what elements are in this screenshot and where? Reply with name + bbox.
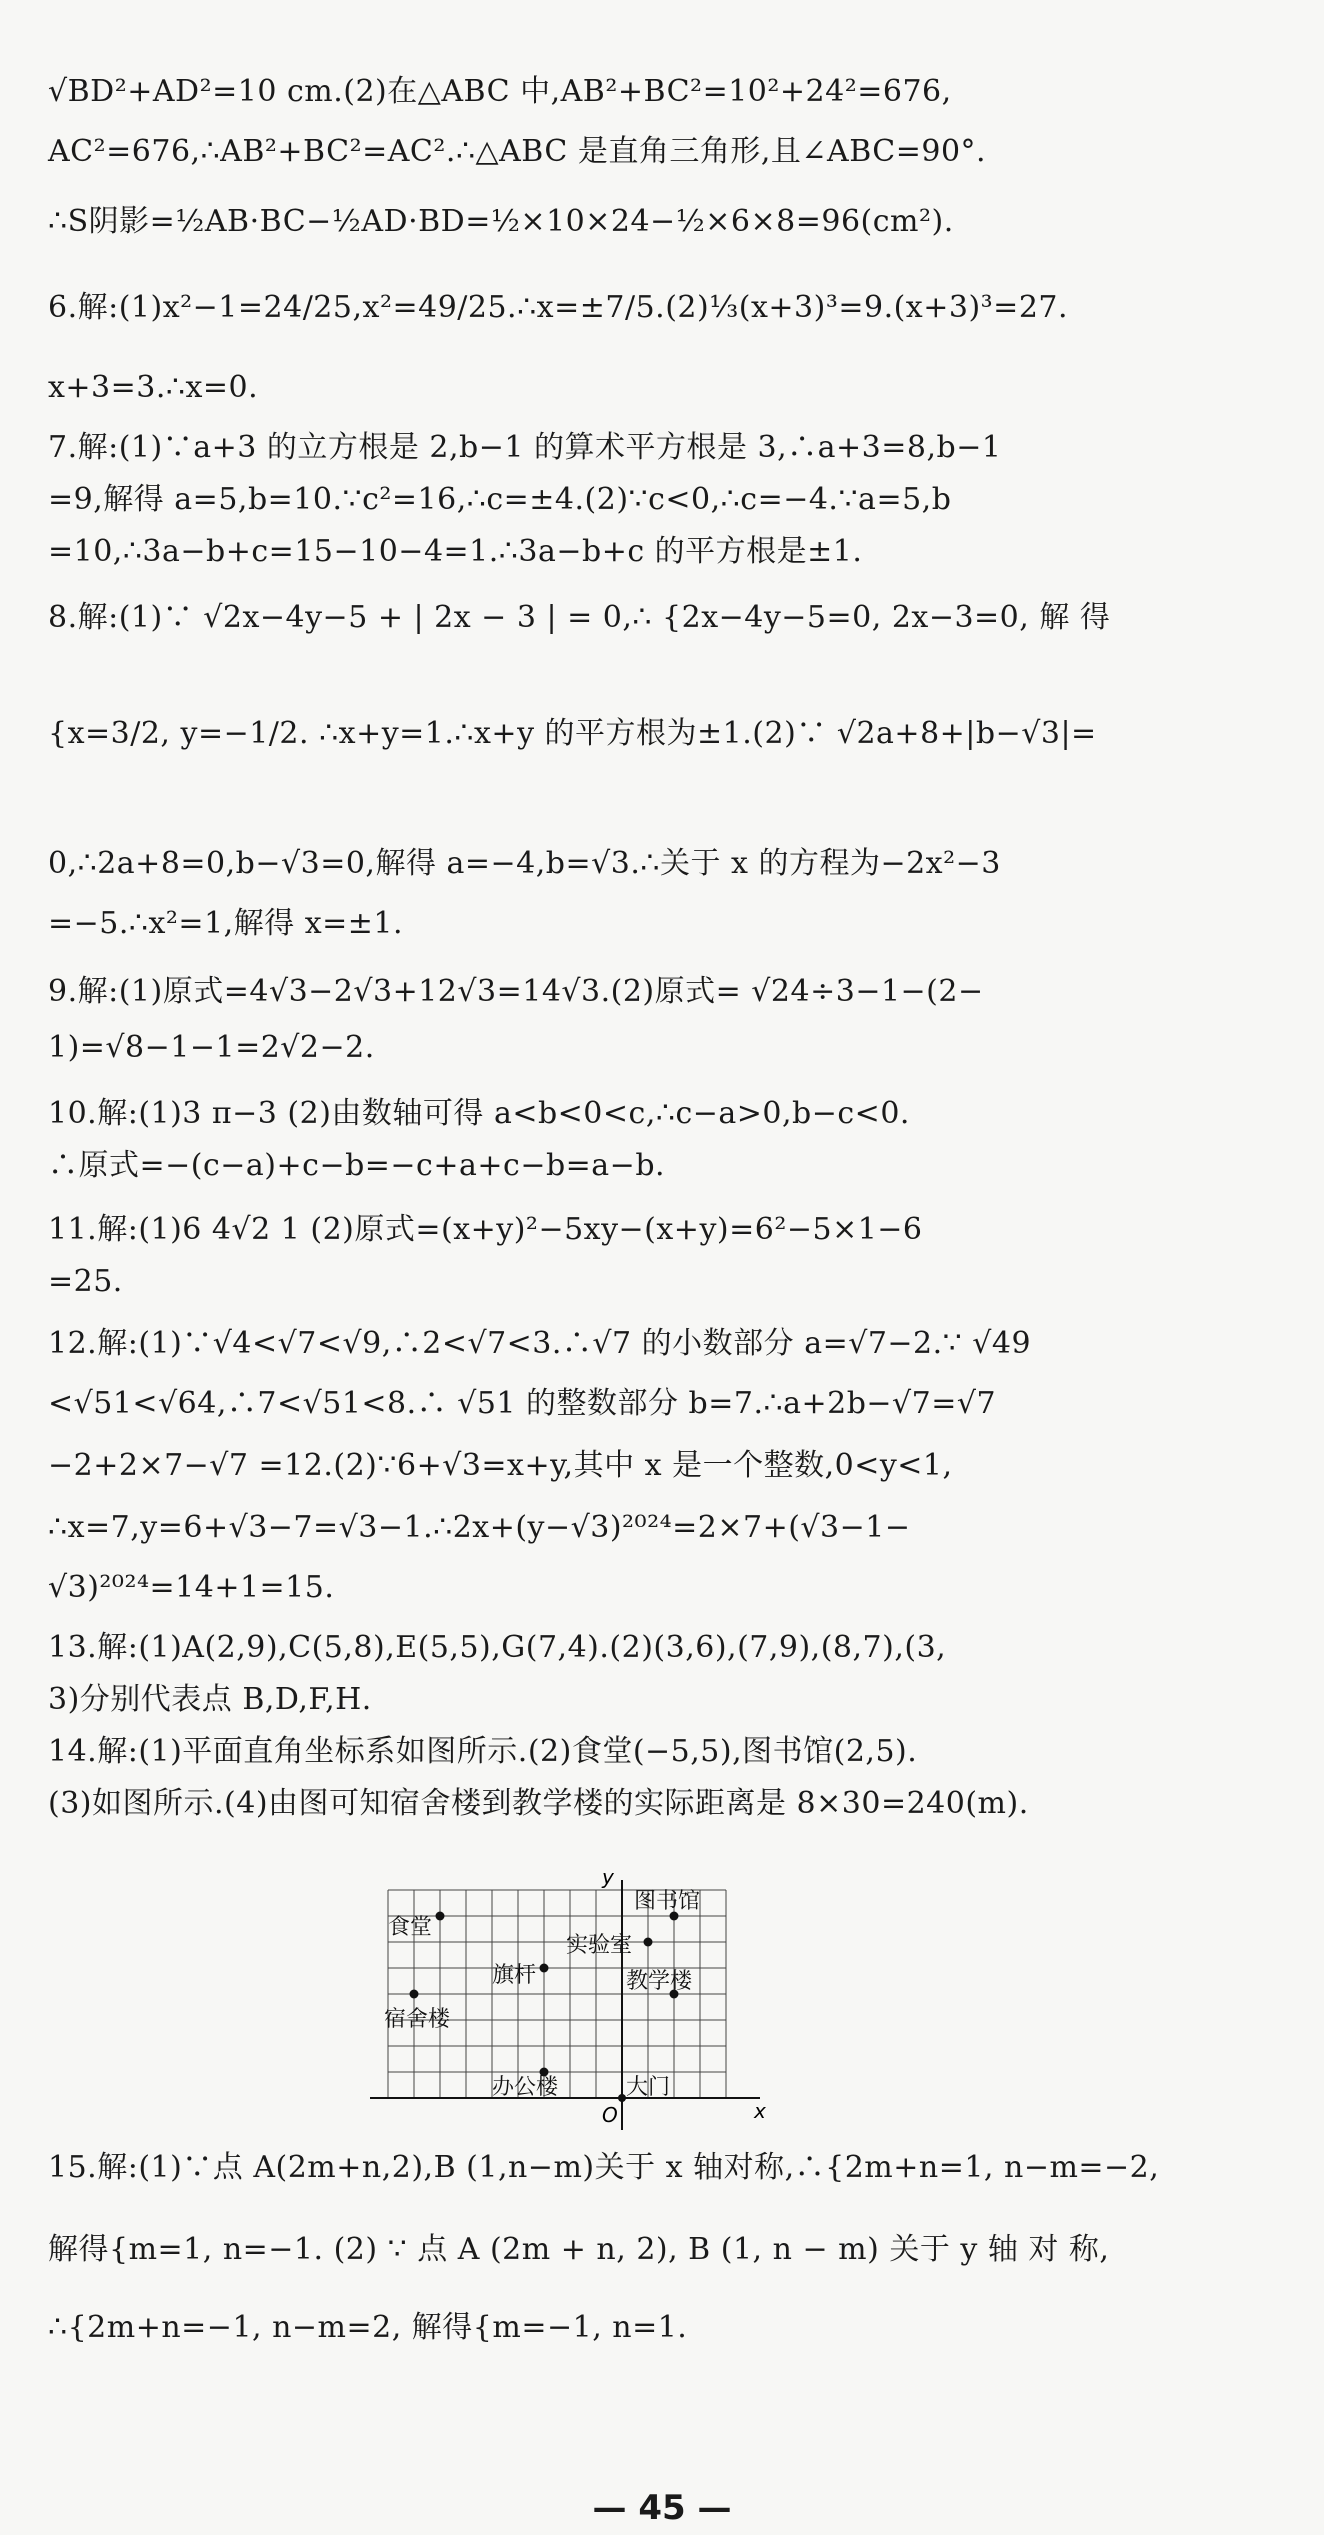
y-axis-label: y — [602, 1870, 614, 1889]
text-line: √3)²⁰²⁴=14+1=15. — [48, 1570, 335, 1605]
origin-label: O — [602, 2103, 618, 2127]
label-gate: 大门 — [626, 2075, 671, 2100]
origin-point — [618, 2094, 626, 2102]
text-line: 14.解:(1)平面直角坐标系如图所示.(2)食堂(−5,5),图书馆(2,5). — [48, 1734, 918, 1769]
text-line: ∴原式=−(c−a)+c−b=−c+a+c−b=a−b. — [48, 1148, 666, 1183]
text-line: =9,解得 a=5,b=10.∵c²=16,∴c=±4.(2)∵c<0,∴c=−4.∵a=5,b — [48, 482, 952, 517]
text-line: 11.解:(1)6 4√2 1 (2)原式=(x+y)²−5xy−(x+y)=6²−5×1−6 — [48, 1212, 923, 1247]
text-line: 8.解:(1)∵ √2x−4y−5 + | 2x − 3 | = 0,∴ {2x−4y−5=0, 2x−3=0, 解 得 — [48, 600, 1111, 635]
text-line: ∴{2m+n=−1, n−m=2, 解得{m=−1, n=1. — [48, 2310, 688, 2345]
label-flagpole: 旗杆 — [492, 1963, 537, 1988]
label-lab: 实验室 — [566, 1933, 633, 1958]
point-lab — [644, 1938, 653, 1947]
label-dorm: 宿舍楼 — [384, 2007, 451, 2032]
text-line: 6.解:(1)x²−1=24/25,x²=49/25.∴x=±7/5.(2)⅓(x+3)³=9.(x+3)³=27. — [48, 290, 1069, 325]
text-line: ∴S阴影=½AB·BC−½AD·BD=½×10×24−½×6×8=96(cm²). — [48, 204, 954, 239]
text-line: 15.解:(1)∵点 A(2m+n,2),B (1,n−m)关于 x 轴对称,∴{2m+n=1, n−m=−2, — [48, 2150, 1160, 2185]
text-line: =−5.∴x²=1,解得 x=±1. — [48, 906, 404, 941]
text-line: 1)=√8−1−1=2√2−2. — [48, 1030, 375, 1065]
text-line: ∴x=7,y=6+√3−7=√3−1.∴2x+(y−√3)²⁰²⁴=2×7+(√3−1− — [48, 1510, 911, 1545]
text-line: 10.解:(1)3 π−3 (2)由数轴可得 a<b<0<c,∴c−a>0,b−c<0. — [48, 1096, 910, 1131]
text-line: x+3=3.∴x=0. — [48, 370, 259, 405]
label-library: 图书馆 — [634, 1889, 701, 1914]
text-line: <√51<√64,∴7<√51<8.∴ √51 的整数部分 b=7.∴a+2b−√7=√7 — [48, 1386, 997, 1421]
text-line: (3)如图所示.(4)由图可知宿舍楼到教学楼的实际距离是 8×30=240(m). — [48, 1786, 1029, 1821]
label-teaching: 教学楼 — [626, 1969, 693, 1994]
text-line: 9.解:(1)原式=4√3−2√3+12√3=14√3.(2)原式= √24÷3−1−(2− — [48, 974, 984, 1009]
label-office: 办公楼 — [492, 2075, 559, 2100]
point-canteen — [436, 1912, 445, 1921]
text-line: −2+2×7−√7 =12.(2)∵6+√3=x+y,其中 x 是一个整数,0<y<1, — [48, 1448, 953, 1483]
text-line: AC²=676,∴AB²+BC²=AC².∴△ABC 是直角三角形,且∠ABC=90°. — [48, 134, 987, 169]
text-line: 3)分别代表点 B,D,F,H. — [48, 1682, 372, 1717]
point-flagpole — [540, 1964, 549, 1973]
text-line: =25. — [48, 1264, 123, 1299]
x-axis-label: x — [754, 2099, 766, 2123]
text-line: 解得{m=1, n=−1. (2) ∵ 点 A (2m + n, 2), B (1, n − m) 关于 y 轴 对 称, — [48, 2232, 1110, 2267]
text-line: 0,∴2a+8=0,b−√3=0,解得 a=−4,b=√3.∴关于 x 的方程为−2x²−3 — [48, 846, 1001, 881]
text-line: {x=3/2, y=−1/2. ∴x+y=1.∴x+y 的平方根为±1.(2)∵ √2a+8+|b−√3|= — [48, 716, 1097, 751]
text-line: 12.解:(1)∵√4<√7<√9,∴2<√7<3.∴√7 的小数部分 a=√7−2.∵ √49 — [48, 1326, 1032, 1361]
page-number: — 45 — — [592, 2488, 732, 2528]
text-line: 7.解:(1)∵a+3 的立方根是 2,b−1 的算术平方根是 3,∴a+3=8,b−1 — [48, 430, 1002, 465]
text-line: 13.解:(1)A(2,9),C(5,8),E(5,5),G(7,4).(2)(3,6),(7,9),(8,7),(3, — [48, 1630, 947, 1665]
coordinate-figure — [370, 1870, 790, 2140]
text-line: =10,∴3a−b+c=15−10−4=1.∴3a−b+c 的平方根是±1. — [48, 534, 863, 569]
text-line: √BD²+AD²=10 cm.(2)在△ABC 中,AB²+BC²=10²+24²=676, — [48, 74, 952, 109]
point-dorm — [410, 1990, 419, 1999]
label-canteen: 食堂 — [388, 1915, 433, 1940]
